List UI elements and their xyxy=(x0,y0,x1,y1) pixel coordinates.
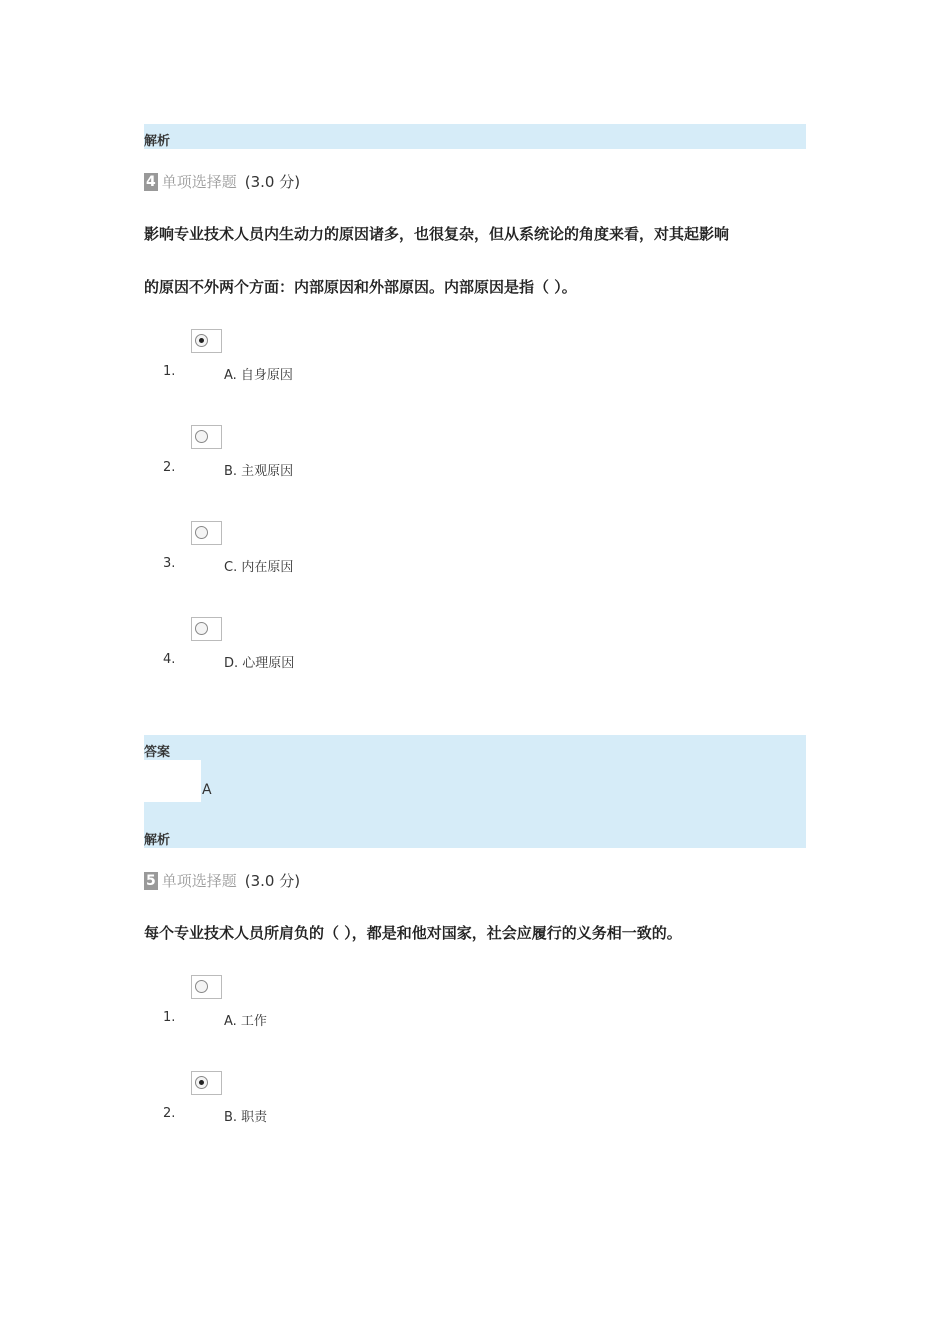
option-label-d: D. 心理原因 xyxy=(224,656,295,671)
question-text-line2: 的原因不外两个方面：内部原因和外部原因。内部原因是指（ ）。 xyxy=(144,278,577,296)
option-number: 1. xyxy=(163,1010,176,1025)
question-number: 5 xyxy=(146,872,156,889)
question-score: (3.0 分) xyxy=(244,173,301,191)
radio-selected-icon xyxy=(195,334,208,347)
radio-unselected-icon xyxy=(195,526,208,539)
option-radio-d[interactable] xyxy=(191,617,222,641)
option-label-a: A. 自身原因 xyxy=(224,368,293,383)
option-number: 2. xyxy=(163,1106,176,1121)
question-score: (3.0 分) xyxy=(244,872,301,890)
radio-unselected-icon xyxy=(195,430,208,443)
option-label-b: B. 职责 xyxy=(224,1110,268,1125)
analysis-band-q3 xyxy=(144,124,806,149)
answer-band-q4 xyxy=(144,735,806,848)
option-label-c: C. 内在原因 xyxy=(224,560,294,575)
analysis-label-q3: 解析 xyxy=(144,134,171,149)
option-number: 4. xyxy=(163,652,176,667)
radio-unselected-icon xyxy=(195,622,208,635)
option-number: 2. xyxy=(163,460,176,475)
question-type: 单项选择题 xyxy=(161,173,237,191)
question-header-4 xyxy=(144,171,300,192)
radio-unselected-icon xyxy=(195,980,208,993)
question-text: 每个专业技术人员所肩负的（ ），都是和他对国家，社会应履行的义务相一致的。 xyxy=(144,924,682,942)
option-radio-b[interactable] xyxy=(191,1071,222,1095)
option-radio-a[interactable] xyxy=(191,975,222,999)
option-label-a: A. 工作 xyxy=(224,1014,267,1029)
answer-value: A xyxy=(202,782,212,798)
question-number: 4 xyxy=(146,173,156,190)
answer-spacer xyxy=(144,760,201,802)
option-radio-c[interactable] xyxy=(191,521,222,545)
question-type: 单项选择题 xyxy=(161,872,237,890)
question-header-5 xyxy=(144,870,300,891)
answer-label: 答案 xyxy=(144,745,171,760)
question-text-line1: 影响专业技术人员内生动力的原因诸多，也很复杂，但从系统论的角度来看，对其起影响 xyxy=(144,225,730,243)
option-radio-b[interactable] xyxy=(191,425,222,449)
option-label-b: B. 主观原因 xyxy=(224,464,294,479)
option-number: 3. xyxy=(163,556,176,571)
option-radio-a[interactable] xyxy=(191,329,222,353)
analysis-label-q4: 解析 xyxy=(144,833,171,848)
radio-selected-icon xyxy=(195,1076,208,1089)
option-number: 1. xyxy=(163,364,176,379)
